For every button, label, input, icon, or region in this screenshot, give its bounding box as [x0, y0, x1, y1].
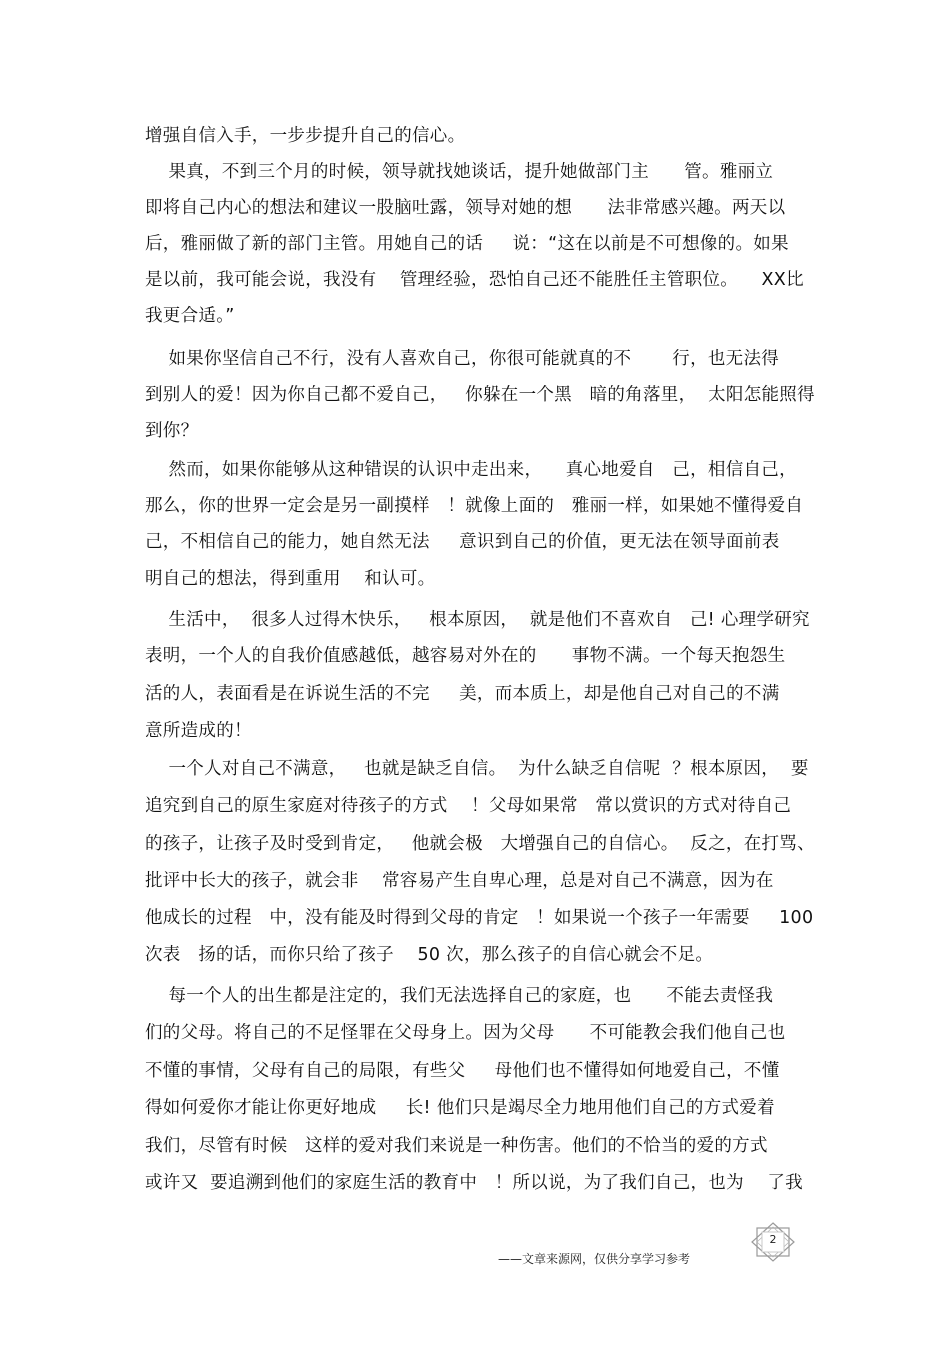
- footer-source-note: ——文章来源网，仅供分享学习参考: [498, 1252, 691, 1266]
- text-line: 意所造成的！: [145, 721, 252, 741]
- text-line: 一个人对自己不满意， 也就是缺乏自信。 为什么缺乏自信呢 ？根本原因， 要: [145, 759, 809, 779]
- text-line: 次表 扬的话，而你只给了孩子 50 次，那么孩子的自信心就会不足。: [145, 945, 714, 965]
- text-line: 的孩子，让孩子及时受到肯定， 他就会极 大增强自己的自信心。 反之，在打骂、: [145, 834, 815, 854]
- text-line: 是以前，我可能会说，我没有 管理经验，恐怕自己还不能胜任主管职位。 XX比: [145, 270, 804, 290]
- text-line: 活的人，表面看是在诉说生活的不完 美，而本质上，却是他自己对自己的不满: [145, 684, 780, 704]
- text-line: 我更合适。”: [145, 306, 235, 326]
- text-line: 每一个人的出生都是注定的，我们无法选择自己的家庭，也 不能去责怪我: [145, 986, 774, 1006]
- text-line: 得如何爱你才能让你更好地成 长! 他们只是竭尽全力地用他们自己的方式爱着: [145, 1098, 775, 1118]
- text-line: 或许又 要追溯到他们的家庭生活的教育中 ！所以说，为了我们自己，也为 了我: [145, 1173, 803, 1193]
- text-line: 果真，不到三个月的时候，领导就找她谈话，提升她做部门主 管。雅丽立: [145, 162, 774, 182]
- text-line: 增强自信入手，一步步提升自己的信心。: [145, 126, 466, 146]
- text-line: 表明，一个人的自我价值感越低，越容易对外在的 事物不满。一个每天抱怨生: [145, 646, 786, 666]
- text-line: 他成长的过程 中，没有能及时得到父母的肯定 ！如果说一个孩子一年需要 100: [145, 908, 814, 928]
- text-line: 们的父母。将自己的不足怪罪在父母身上。因为父母 不可能教会我们他自己也: [145, 1023, 786, 1043]
- text-line: 然而，如果你能够从这种错误的认识中走出来， 真心地爱自 己，相信自己，: [145, 460, 797, 480]
- page-number-badge: [750, 1222, 796, 1262]
- text-line: 我们，尽管有时候 这样的爱对我们来说是一种伤害。他们的不恰当的爱的方式: [145, 1136, 768, 1156]
- text-line: 己，不相信自己的能力，她自然无法 意识到自己的价值，更无法在领导面前表: [145, 532, 780, 552]
- text-line: 如果你坚信自己不行，没有人喜欢自己，你很可能就真的不 行，也无法得: [145, 349, 780, 369]
- text-line: 生活中， 很多人过得木快乐， 根本原因， 就是他们不喜欢自 己! 心理学研究: [145, 610, 810, 630]
- text-line: 不懂的事情，父母有自己的局限，有些父 母他们也不懂得如何地爱自己，不懂: [145, 1061, 780, 1081]
- text-line: 到你？: [145, 421, 199, 441]
- page-number: 2: [769, 1233, 777, 1246]
- text-line: 即将自己内心的想法和建议一股脑吐露，领导对她的想 法非常感兴趣。两天以: [145, 198, 786, 218]
- text-line: 明自己的想法，得到重用 和认可。: [145, 569, 436, 589]
- text-line: 追究到自己的原生家庭对待孩子的方式 ！父母如果常 常以赏识的方式对待自己: [145, 796, 792, 816]
- text-line: 后，雅丽做了新的部门主管。用她自己的话 说：“这在以前是不可想像的。如果: [145, 234, 789, 254]
- text-line: 到别人的爱！因为你自己都不爱自己， 你躲在一个黑 暗的角落里， 太阳怎能照得: [145, 385, 815, 405]
- text-line: 那么，你的世界一定会是另一副摸样 ！就像上面的 雅丽一样，如果她不懂得爱自: [145, 496, 804, 516]
- text-line: 批评中长大的孩子，就会非 常容易产生自卑心理，总是对自己不满意，因为在: [145, 871, 774, 891]
